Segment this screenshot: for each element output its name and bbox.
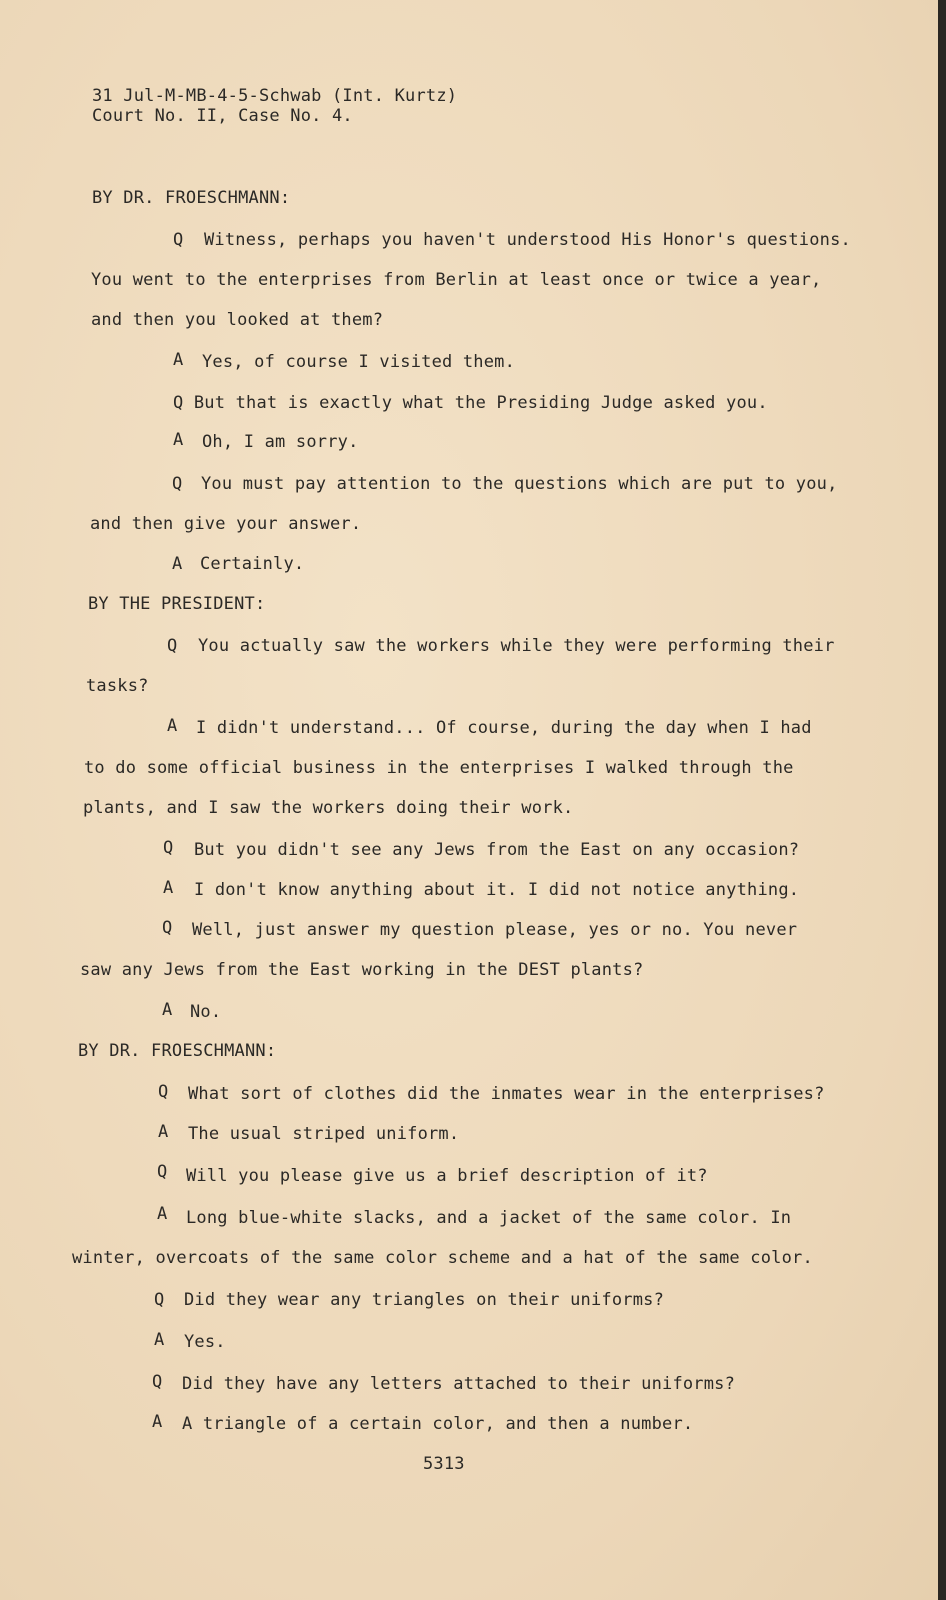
- answer-text: plants, and I saw the workers doing their work.: [83, 798, 574, 818]
- answer-text: I don't know anything about it. I did not notice anything.: [194, 880, 800, 900]
- answer-text: The usual striped uniform.: [188, 1124, 460, 1144]
- scan-edge: [938, 0, 946, 1600]
- answer-text: Certainly.: [200, 554, 305, 574]
- question-marker: Q: [152, 1372, 163, 1392]
- answer-marker: A: [163, 878, 174, 898]
- answer-marker: A: [158, 1122, 169, 1142]
- answer-marker: A: [172, 554, 183, 574]
- question-text: saw any Jews from the East working in the DEST plants?: [80, 960, 644, 980]
- answer-marker: A: [154, 1330, 165, 1350]
- speaker-heading: BY DR. FROESCHMANN:: [92, 188, 291, 208]
- question-marker: Q: [163, 838, 174, 858]
- question-text: What sort of clothes did the inmates wear in the enterprises?: [188, 1084, 825, 1104]
- speaker-heading: BY DR. FROESCHMANN:: [78, 1041, 277, 1061]
- answer-text: Long blue-white slacks, and a jacket of the same color. In: [186, 1208, 792, 1228]
- answer-text: to do some official business in the enterprises I walked through the: [84, 758, 794, 778]
- question-text: Witness, perhaps you haven't understood His Honor's questions.: [204, 230, 851, 250]
- answer-text: Yes, of course I visited them.: [202, 352, 516, 372]
- answer-marker: A: [162, 1000, 173, 1020]
- answer-text: Yes.: [184, 1332, 226, 1352]
- question-text: You must pay attention to the questions which are put to you,: [201, 474, 838, 494]
- answer-marker: A: [173, 430, 184, 450]
- answer-text: I didn't understand... Of course, during the day when I had: [196, 718, 812, 738]
- answer-marker: A: [152, 1412, 163, 1432]
- answer-text: A triangle of a certain color, and then a number.: [182, 1414, 694, 1434]
- answer-text: No.: [190, 1002, 222, 1022]
- question-text: Well, just answer my question please, yes or no. You never: [192, 920, 798, 940]
- question-marker: Q: [154, 1290, 165, 1310]
- question-marker: Q: [167, 636, 178, 656]
- answer-text: winter, overcoats of the same color scheme and a hat of the same color.: [72, 1248, 813, 1268]
- answer-marker: A: [157, 1204, 168, 1224]
- question-marker: Q: [157, 1162, 168, 1182]
- question-text: You went to the enterprises from Berlin at least once or twice a year,: [91, 270, 822, 290]
- question-text: and then you looked at them?: [91, 310, 384, 330]
- question-text: and then give your answer.: [90, 514, 362, 534]
- question-text: Did they have any letters attached to their uniforms?: [182, 1374, 736, 1394]
- question-marker: Q: [173, 230, 184, 250]
- header-line-2: Court No. II, Case No. 4.: [92, 106, 353, 126]
- answer-text: Oh, I am sorry.: [202, 432, 359, 452]
- question-text: Did they wear any triangles on their uniforms?: [184, 1290, 665, 1310]
- page-number: 5313: [423, 1454, 465, 1474]
- speaker-heading: BY THE PRESIDENT:: [88, 594, 266, 614]
- header-line-1: 31 Jul-M-MB-4-5-Schwab (Int. Kurtz): [92, 86, 458, 106]
- question-text: Q But that is exactly what the Presiding Judge asked you.: [173, 393, 768, 413]
- question-marker: Q: [172, 474, 183, 494]
- question-marker: Q: [158, 1082, 169, 1102]
- question-text: Will you please give us a brief description of it?: [186, 1166, 708, 1186]
- question-text: tasks?: [86, 676, 149, 696]
- answer-marker: A: [167, 716, 178, 736]
- question-marker: Q: [162, 918, 173, 938]
- question-text: You actually saw the workers while they were performing their: [198, 636, 835, 656]
- answer-marker: A: [173, 350, 184, 370]
- question-text: But you didn't see any Jews from the East on any occasion?: [194, 840, 800, 860]
